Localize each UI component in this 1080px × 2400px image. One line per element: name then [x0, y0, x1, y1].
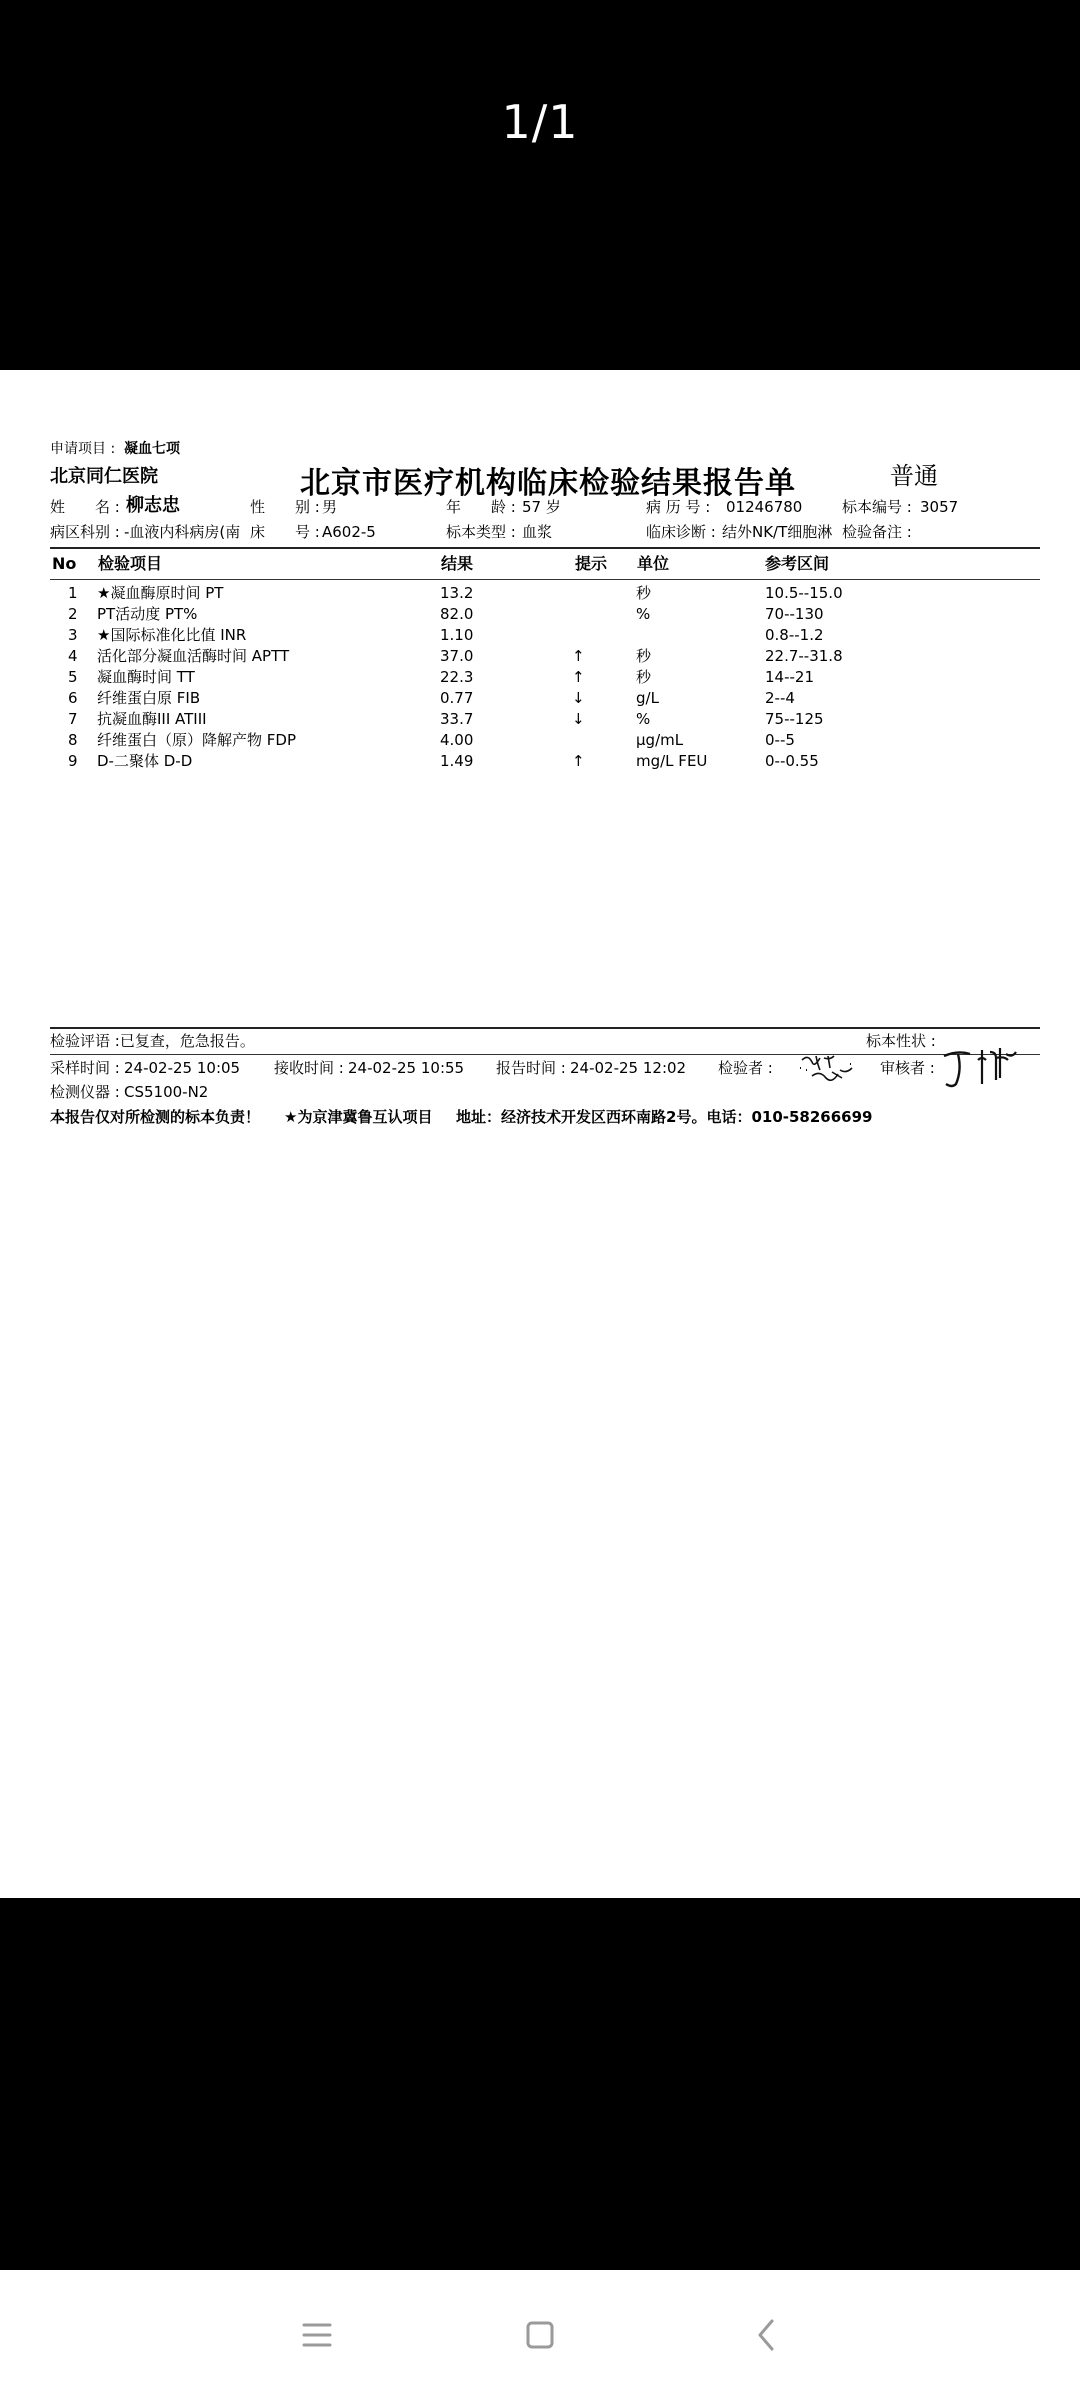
- receive-label: 接收时间 :: [274, 1059, 344, 1077]
- row-result: 33.7: [440, 710, 474, 728]
- row-no: 6: [68, 689, 78, 707]
- col-unit: 单位: [637, 554, 670, 573]
- ward-value: -血液内科病房(南: [124, 523, 241, 541]
- row-ref: 70--130: [765, 605, 824, 623]
- row-unit: 秒: [636, 668, 652, 686]
- row-item: 纤维蛋白（原）降解产物 FDP: [97, 731, 296, 749]
- ward-label: 病区科别 :: [50, 523, 120, 541]
- viewer-top-bar: [0, 0, 1080, 370]
- apply-item-value: 凝血七项: [124, 441, 180, 457]
- priority-tag: 普通: [890, 462, 938, 490]
- record-no: 01246780: [726, 498, 803, 516]
- recent-apps-button[interactable]: [287, 2305, 347, 2365]
- row-ref: 0.8--1.2: [765, 626, 824, 644]
- row-result: 0.77: [440, 689, 474, 707]
- system-nav-bar: [0, 2270, 1080, 2400]
- row-item: 纤维蛋白原 FIB: [97, 689, 201, 707]
- tester-signature: [796, 1050, 862, 1086]
- col-flag: 提示: [575, 554, 608, 573]
- bed-value: A602-5: [322, 523, 376, 541]
- table-row: [50, 604, 1010, 625]
- home-icon: [510, 2305, 570, 2365]
- mutual-recognition-note: ★为京津冀鲁互认项目: [284, 1108, 433, 1126]
- patient-age: 57 岁: [522, 498, 561, 516]
- row-ref: 2--4: [765, 689, 795, 707]
- record-label: 病 历 号 :: [646, 498, 711, 516]
- col-result: 结果: [441, 554, 474, 573]
- table-row: [50, 583, 1010, 604]
- report-title: 北京市医疗机构临床检验结果报告单: [300, 466, 796, 501]
- comment-text: 检验评语 :已复查，危急报告。: [50, 1032, 255, 1050]
- disclaimer: 本报告仅对所检测的标本负责！: [50, 1108, 261, 1126]
- row-result: 1.49: [440, 752, 474, 770]
- row-flag: ↓: [572, 689, 585, 707]
- row-flag: ↑: [572, 668, 585, 686]
- patient-sex: 男: [322, 498, 338, 516]
- row-ref: 22.7--31.8: [765, 647, 843, 665]
- col-no: No: [52, 554, 77, 573]
- row-no: 3: [68, 626, 78, 644]
- table-row: [50, 667, 1010, 688]
- row-unit: %: [636, 605, 651, 623]
- row-result: 4.00: [440, 731, 474, 749]
- hospital-name: 北京同仁医院: [50, 466, 158, 487]
- instrument-label: 检测仪器 :: [50, 1083, 120, 1101]
- row-result: 22.3: [440, 668, 474, 686]
- back-button[interactable]: [737, 2305, 797, 2365]
- row-item: ★国际标准化比值 INR: [97, 626, 247, 644]
- row-ref: 75--125: [765, 710, 824, 728]
- row-ref: 10.5--15.0: [765, 584, 843, 602]
- home-button[interactable]: [510, 2305, 570, 2365]
- table-header: [50, 553, 1010, 574]
- report-time-label: 报告时间 :: [496, 1059, 566, 1077]
- row-ref: 14--21: [765, 668, 814, 686]
- divider-top: [50, 547, 1040, 549]
- reviewer-signature: [938, 1042, 1022, 1094]
- specimen-no: 3057: [920, 498, 959, 516]
- row-item: PT活动度 PT%: [97, 605, 198, 623]
- row-no: 1: [68, 584, 78, 602]
- diagnosis-label: 临床诊断 :: [646, 523, 716, 541]
- row-no: 2: [68, 605, 78, 623]
- specimen-no-label: 标本编号 :: [842, 498, 912, 516]
- row-item: 凝血酶时间 TT: [97, 668, 195, 686]
- row-no: 4: [68, 647, 78, 665]
- row-unit: 秒: [636, 584, 652, 602]
- table-row: [50, 730, 1010, 751]
- divider-footer-2: [50, 1054, 1040, 1055]
- divider-header: [50, 579, 1040, 580]
- table-row: [50, 751, 1010, 772]
- table-row: [50, 646, 1010, 667]
- row-flag: ↑: [572, 647, 585, 665]
- row-unit: μg/mL: [636, 731, 684, 749]
- diagnosis-value: 结外NK/T细胞淋: [722, 523, 833, 541]
- viewer-bottom-area: [0, 1898, 1080, 2270]
- row-item: ★凝血酶原时间 PT: [97, 584, 224, 602]
- sex-label: 性 别 :: [250, 498, 320, 516]
- reviewer-label: 审核者 :: [880, 1059, 935, 1077]
- name-label: 姓 名 :: [50, 498, 120, 516]
- receive-time: 24-02-25 10:55: [348, 1059, 465, 1077]
- row-ref: 0--5: [765, 731, 795, 749]
- collect-time: 24-02-25 10:05: [124, 1059, 241, 1077]
- row-flag: ↑: [572, 752, 585, 770]
- row-no: 8: [68, 731, 78, 749]
- note-label: 检验备注 :: [842, 523, 912, 541]
- row-result: 82.0: [440, 605, 474, 623]
- back-chevron-icon: [737, 2305, 797, 2365]
- row-item: 活化部分凝血活酶时间 APTT: [97, 647, 290, 665]
- collect-label: 采样时间 :: [50, 1059, 120, 1077]
- specimen-type-label: 标本类型 :: [446, 523, 516, 541]
- table-row: [50, 688, 1010, 709]
- row-item: 抗凝血酶III ATIII: [97, 710, 207, 728]
- row-no: 7: [68, 710, 78, 728]
- lab-report-document: [0, 370, 1080, 1898]
- row-no: 9: [68, 752, 78, 770]
- age-label: 年 龄 :: [446, 498, 516, 516]
- col-ref: 参考区间: [765, 554, 830, 573]
- specimen-state-label: 标本性状 :: [866, 1032, 936, 1050]
- specimen-type: 血浆: [522, 523, 553, 541]
- row-ref: 0--0.55: [765, 752, 819, 770]
- row-result: 13.2: [440, 584, 474, 602]
- apply-item-label: 申请项目 :: [50, 441, 116, 457]
- divider-footer: [50, 1027, 1040, 1029]
- row-no: 5: [68, 668, 78, 686]
- row-flag: ↓: [572, 710, 585, 728]
- bed-label: 床 号 :: [250, 523, 320, 541]
- row-unit: %: [636, 710, 651, 728]
- row-unit: g/L: [636, 689, 659, 707]
- row-unit: 秒: [636, 647, 652, 665]
- page-counter: 1/1: [501, 95, 579, 149]
- row-result: 37.0: [440, 647, 474, 665]
- tester-label: 检验者 :: [718, 1059, 773, 1077]
- instrument-value: CS5100-N2: [124, 1083, 209, 1101]
- address-phone: 地址：经济技术开发区西环南路2号。电话：010-58266699: [456, 1108, 873, 1126]
- table-row: [50, 625, 1010, 646]
- patient-name: 柳志忠: [126, 495, 180, 516]
- report-time: 24-02-25 12:02: [570, 1059, 687, 1077]
- col-item: 检验项目: [98, 554, 163, 573]
- menu-icon: [287, 2305, 347, 2365]
- row-unit: mg/L FEU: [636, 752, 708, 770]
- table-row: [50, 709, 1010, 730]
- row-item: D-二聚体 D-D: [97, 752, 193, 770]
- row-result: 1.10: [440, 626, 474, 644]
